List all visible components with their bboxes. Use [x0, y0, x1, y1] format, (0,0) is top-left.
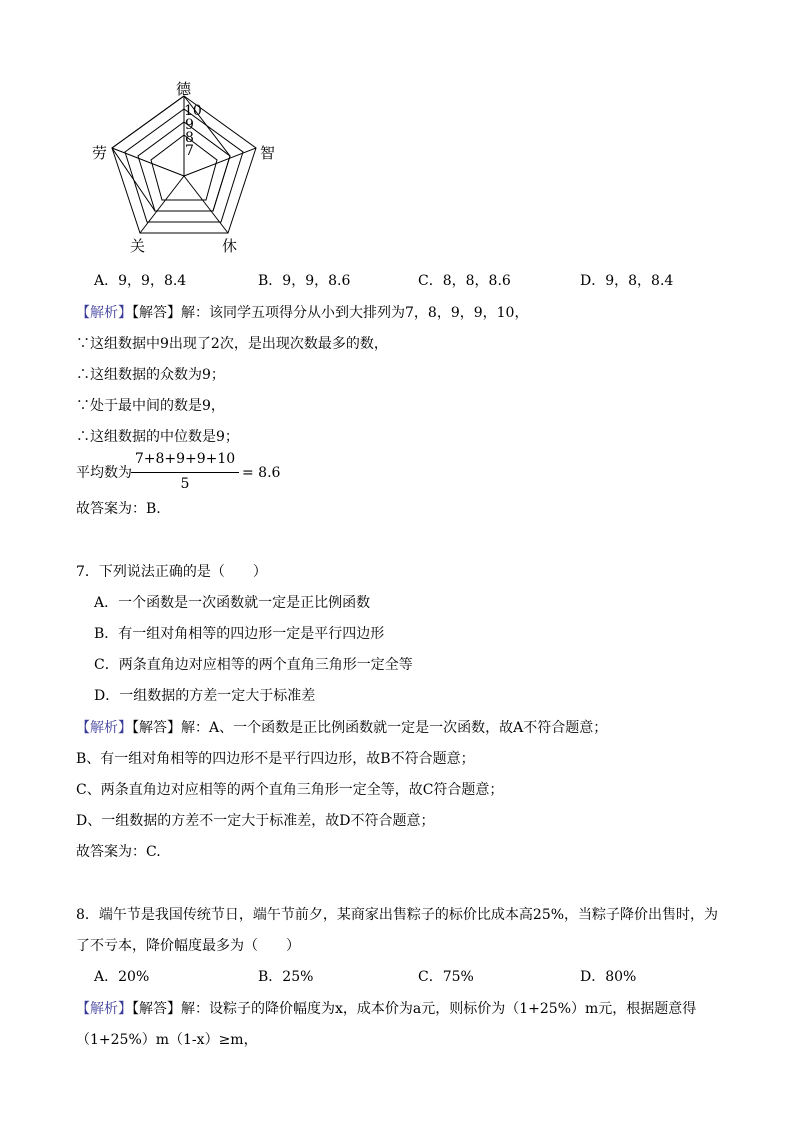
radar-scale-label-10: 10 [184, 103, 202, 119]
radar-scale-label-7: 7 [185, 143, 194, 159]
radar-scale-label-9: 9 [185, 117, 194, 133]
q8-stem-line-1: 8．端午节是我国传统节日，端午节前夕，某商家出售粽子的标价比成本高25%，当粽子降价出售时，为 [76, 907, 719, 923]
fraction-denominator: 5 [180, 476, 190, 492]
answer-tag: 【解答】 [132, 720, 181, 736]
q6-option-c: C．8，8，8.6 [418, 273, 511, 289]
q6-final-answer: 故答案为：B. [76, 501, 161, 517]
q7-option-c: C．两条直角边对应相等的两个直角三角形一定全等 [94, 657, 413, 673]
answer-tag: 【解答】 [132, 1001, 181, 1017]
q6-solution-line: ∴这组数据的众数为9； [76, 367, 225, 383]
fraction-numerator: 7+8+9+9+10 [134, 451, 236, 467]
q6-solution-intro: 【解析】【解答】解：该同学五项得分从小到大排列为7，8，9，9，10， [76, 305, 529, 321]
radar-scale-label-8: 8 [185, 130, 194, 146]
q6-mean-result: = 8.6 [242, 465, 281, 481]
q7-final-answer: 故答案为：C. [76, 844, 161, 860]
q7-stem: 7．下列说法正确的是（ ） [76, 564, 267, 580]
fraction-bar [131, 472, 239, 473]
q7-solution-line: C、两条直角边对应相等的两个直角三角形一定全等，故C符合题意； [76, 782, 504, 798]
analysis-tag: 【解析】 [76, 720, 132, 736]
q8-option-d: D．80% [580, 969, 637, 985]
q6-option-b: B．9，9，8.6 [258, 273, 351, 289]
radar-axis-label-guan: 关 [130, 237, 146, 255]
analysis-tag: 【解析】 [76, 1001, 132, 1017]
q7-solution-intro: 【解析】【解答】解：A、一个函数是正比例函数就一定是一次函数，故A不符合题意； [76, 720, 608, 736]
radar-axis-label-de: 德 [176, 80, 192, 98]
radar-spoke [184, 148, 256, 176]
q7-option-a: A．一个函数是一次函数就一定是正比例函数 [94, 595, 371, 611]
q6-option-d: D．9，8，8.4 [580, 273, 674, 289]
radar-axis-label-zhi: 智 [260, 144, 276, 162]
q6-option-a: A．9，9，8.4 [94, 273, 187, 289]
q6-solution-line: ∴这组数据的中位数是9； [76, 429, 239, 445]
q6-solution-line: ∵这组数据中9出现了2次，是出现次数最多的数， [76, 336, 388, 352]
q7-option-b: B．有一组对角相等的四边形一定是平行四边形 [94, 626, 385, 642]
q8-solution-intro: 【解析】【解答】解：设粽子的降价幅度为x，成本价为a元，则标价为（1+25%）m元，根据题意得 [76, 1001, 697, 1017]
q6-mean-fraction [131, 451, 239, 495]
q7-option-d: D．一组数据的方差一定大于标准差 [94, 688, 316, 704]
q7-solution-line: B、有一组对角相等的四边形不是平行四边形，故B不符合题意； [76, 751, 475, 767]
q8-option-b: B．25% [258, 969, 314, 985]
radar-axis-label-lao: 劳 [92, 144, 108, 162]
q7-solution-line: D、一组数据的方差不一定大于标准差，故D不符合题意； [76, 813, 435, 829]
q8-solution-line: （1+25%）m（1-x）≥m， [76, 1032, 258, 1048]
analysis-tag: 【解析】 [76, 305, 132, 321]
answer-tag: 【解答】 [132, 305, 181, 321]
q8-option-a: A．20% [94, 969, 150, 985]
q8-option-c: C．75% [418, 969, 474, 985]
radar-axis-label-xiu: 休 [222, 237, 238, 255]
q6-solution-line: ∵处于最中间的数是9， [76, 398, 225, 414]
radar-chart-figure [88, 78, 288, 260]
radar-spoke [112, 148, 184, 176]
q8-stem-line-2: 了不亏本，降价幅度最多为（ ） [76, 938, 300, 954]
radar-score-polygon [112, 96, 230, 211]
q6-mean-label: 平均数为 [76, 465, 132, 481]
